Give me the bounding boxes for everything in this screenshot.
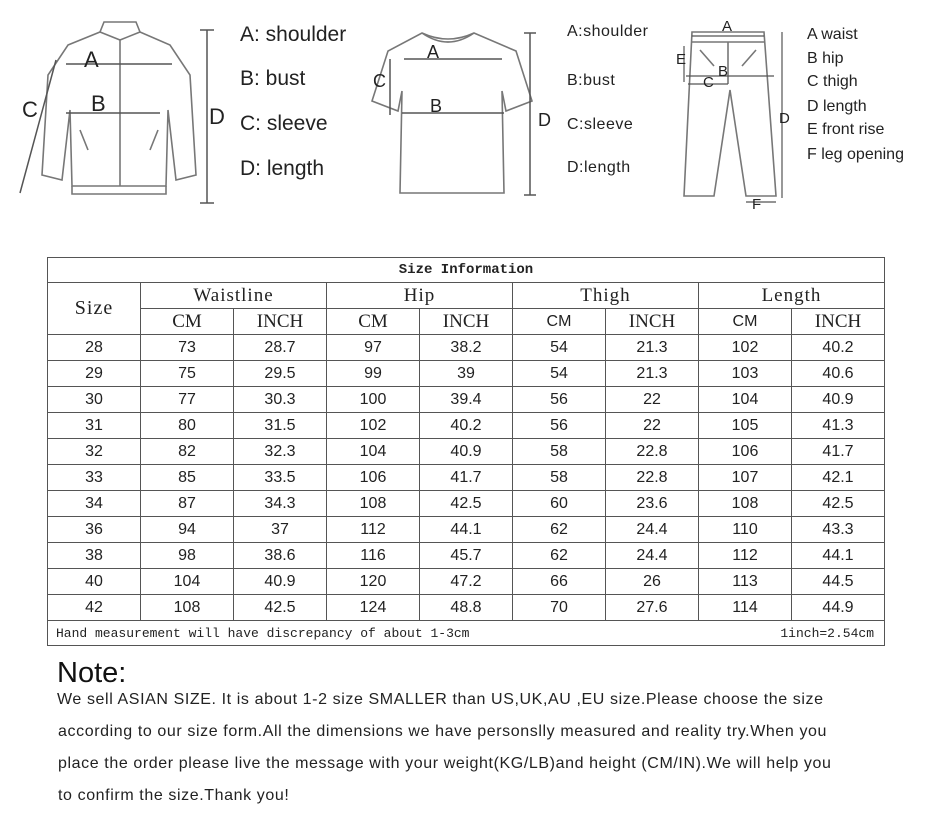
tshirt-legend-b: B:bust: [567, 72, 616, 89]
size-cell: 38: [48, 543, 141, 569]
table-row: [48, 569, 885, 595]
value-cell: 40.9: [420, 439, 513, 465]
value-cell: 113: [699, 569, 792, 595]
value-cell: 124: [327, 595, 420, 621]
value-cell: 54: [513, 335, 606, 361]
value-cell: 34.3: [234, 491, 327, 517]
table-row: [48, 543, 885, 569]
value-cell: 40.6: [792, 361, 885, 387]
value-cell: 108: [327, 491, 420, 517]
value-cell: 77: [141, 387, 234, 413]
note-line: place the order please live the message with your weight(KG/LB)and height (CM/IN).We will help you: [58, 755, 832, 772]
value-cell: 62: [513, 517, 606, 543]
value-cell: 106: [699, 439, 792, 465]
tshirt-mark-a: A: [427, 42, 440, 62]
value-cell: 62: [513, 543, 606, 569]
note-line: according to our size form.All the dimensions we have personslly measured and reality try.When you: [58, 723, 828, 740]
group-header-thigh: Thigh: [513, 283, 699, 309]
unit-header: CM: [141, 309, 234, 335]
table-row: [48, 335, 885, 361]
value-cell: 112: [327, 517, 420, 543]
value-cell: 43.3: [792, 517, 885, 543]
value-cell: 108: [699, 491, 792, 517]
value-cell: 85: [141, 465, 234, 491]
jacket-mark-b: B: [91, 91, 106, 116]
pants-illustration: [670, 20, 790, 210]
value-cell: 32.3: [234, 439, 327, 465]
pants-mark-a: A: [722, 18, 733, 35]
value-cell: 30.3: [234, 387, 327, 413]
table-row: [48, 465, 885, 491]
unit-header: INCH: [234, 309, 327, 335]
value-cell: 24.4: [606, 543, 699, 569]
value-cell: 41.7: [792, 439, 885, 465]
value-cell: 37: [234, 517, 327, 543]
size-cell: 28: [48, 335, 141, 361]
jacket-legend-c: C: sleeve: [240, 112, 328, 135]
value-cell: 44.9: [792, 595, 885, 621]
value-cell: 38.2: [420, 335, 513, 361]
value-cell: 42.5: [792, 491, 885, 517]
value-cell: 105: [699, 413, 792, 439]
value-cell: 108: [141, 595, 234, 621]
value-cell: 120: [327, 569, 420, 595]
pants-mark-e: E: [676, 51, 687, 68]
value-cell: 44.1: [792, 543, 885, 569]
group-header-hip: Hip: [327, 283, 513, 309]
value-cell: 42.5: [420, 491, 513, 517]
value-cell: 44.5: [792, 569, 885, 595]
size-cell: 29: [48, 361, 141, 387]
value-cell: 73: [141, 335, 234, 361]
value-cell: 54: [513, 361, 606, 387]
pants-mark-d: D: [779, 110, 790, 127]
value-cell: 26: [606, 569, 699, 595]
note-line: to confirm the size.Thank you!: [58, 787, 290, 804]
value-cell: 21.3: [606, 361, 699, 387]
value-cell: 100: [327, 387, 420, 413]
value-cell: 56: [513, 413, 606, 439]
value-cell: 42.1: [792, 465, 885, 491]
pants-legend-f: F leg opening: [807, 146, 904, 163]
value-cell: 82: [141, 439, 234, 465]
value-cell: 107: [699, 465, 792, 491]
value-cell: 94: [141, 517, 234, 543]
size-cell: 36: [48, 517, 141, 543]
value-cell: 70: [513, 595, 606, 621]
unit-header: INCH: [420, 309, 513, 335]
value-cell: 45.7: [420, 543, 513, 569]
value-cell: 112: [699, 543, 792, 569]
table-row: [48, 387, 885, 413]
table-row: [48, 413, 885, 439]
value-cell: 44.1: [420, 517, 513, 543]
size-diagram-strip: [0, 0, 930, 245]
table-body: [48, 335, 885, 621]
tshirt-mark-d: D: [538, 110, 551, 130]
inch-conversion: 1inch=2.54cm: [780, 625, 874, 641]
value-cell: 41.3: [792, 413, 885, 439]
value-cell: 60: [513, 491, 606, 517]
pants-legend-d: D length: [807, 98, 867, 115]
tshirt-legend-c: C:sleeve: [567, 116, 634, 133]
value-cell: 22: [606, 413, 699, 439]
jacket-mark-a: A: [84, 47, 99, 72]
measurement-disclaimer: Hand measurement will have discrepancy of about 1-3cm: [56, 625, 470, 641]
note-line: We sell ASIAN SIZE. It is about 1-2 size SMALLER than US,UK,AU ,EU size.Please choose the size: [57, 691, 824, 708]
value-cell: 102: [327, 413, 420, 439]
value-cell: 40.2: [792, 335, 885, 361]
size-column-header: Size: [48, 283, 141, 335]
value-cell: 99: [327, 361, 420, 387]
value-cell: 42.5: [234, 595, 327, 621]
pants-legend-c: C thigh: [807, 73, 858, 90]
pants-mark-b: B: [718, 63, 729, 80]
value-cell: 31.5: [234, 413, 327, 439]
table-footer: [48, 621, 885, 646]
value-cell: 33.5: [234, 465, 327, 491]
value-cell: 39: [420, 361, 513, 387]
pants-legend-b: B hip: [807, 50, 844, 67]
value-cell: 58: [513, 439, 606, 465]
value-cell: 56: [513, 387, 606, 413]
value-cell: 104: [699, 387, 792, 413]
pants-mark-f: F: [752, 196, 762, 213]
value-cell: 58: [513, 465, 606, 491]
tshirt-mark-b: B: [430, 96, 443, 116]
table-row: [48, 517, 885, 543]
table-row: [48, 491, 885, 517]
value-cell: 110: [699, 517, 792, 543]
value-cell: 28.7: [234, 335, 327, 361]
tshirt-legend-a: A:shoulder: [567, 23, 649, 40]
unit-header: INCH: [792, 309, 885, 335]
value-cell: 40.2: [420, 413, 513, 439]
size-cell: 30: [48, 387, 141, 413]
value-cell: 104: [327, 439, 420, 465]
value-cell: 21.3: [606, 335, 699, 361]
value-cell: 23.6: [606, 491, 699, 517]
value-cell: 41.7: [420, 465, 513, 491]
value-cell: 102: [699, 335, 792, 361]
jacket-mark-d: D: [209, 104, 225, 129]
value-cell: 103: [699, 361, 792, 387]
value-cell: 66: [513, 569, 606, 595]
value-cell: 106: [327, 465, 420, 491]
unit-header: INCH: [606, 309, 699, 335]
value-cell: 114: [699, 595, 792, 621]
value-cell: 38.6: [234, 543, 327, 569]
size-cell: 32: [48, 439, 141, 465]
value-cell: 97: [327, 335, 420, 361]
value-cell: 24.4: [606, 517, 699, 543]
table-row: [48, 595, 885, 621]
value-cell: 104: [141, 569, 234, 595]
pants-mark-c: C: [703, 74, 714, 91]
jacket-legend-b: B: bust: [240, 67, 306, 90]
value-cell: 29.5: [234, 361, 327, 387]
table-row: [48, 361, 885, 387]
tshirt-illustration: [370, 15, 550, 205]
value-cell: 80: [141, 413, 234, 439]
value-cell: 22.8: [606, 465, 699, 491]
value-cell: 27.6: [606, 595, 699, 621]
pants-legend-a: A waist: [807, 26, 858, 43]
value-cell: 47.2: [420, 569, 513, 595]
value-cell: 116: [327, 543, 420, 569]
table-row: [48, 439, 885, 465]
size-cell: 34: [48, 491, 141, 517]
pants-legend-e: E front rise: [807, 121, 885, 138]
jacket-mark-c: C: [22, 97, 38, 122]
size-cell: 42: [48, 595, 141, 621]
size-cell: 33: [48, 465, 141, 491]
unit-header: CM: [699, 309, 792, 335]
table-caption: Size Information: [48, 258, 885, 283]
jacket-legend-d: D: length: [240, 157, 325, 180]
note-title: Note:: [57, 657, 127, 689]
tshirt-mark-c: C: [373, 71, 386, 91]
size-cell: 40: [48, 569, 141, 595]
unit-header: CM: [327, 309, 420, 335]
value-cell: 22: [606, 387, 699, 413]
value-cell: 22.8: [606, 439, 699, 465]
size-cell: 31: [48, 413, 141, 439]
size-information-table: [47, 257, 885, 646]
value-cell: 40.9: [792, 387, 885, 413]
value-cell: 75: [141, 361, 234, 387]
jacket-legend-a: A: shoulder: [240, 23, 347, 46]
group-header-length: Length: [699, 283, 885, 309]
value-cell: 98: [141, 543, 234, 569]
value-cell: 39.4: [420, 387, 513, 413]
value-cell: 87: [141, 491, 234, 517]
unit-header: CM: [513, 309, 606, 335]
value-cell: 48.8: [420, 595, 513, 621]
tshirt-legend-d: D:length: [567, 159, 631, 176]
group-header-waistline: Waistline: [141, 283, 327, 309]
value-cell: 40.9: [234, 569, 327, 595]
